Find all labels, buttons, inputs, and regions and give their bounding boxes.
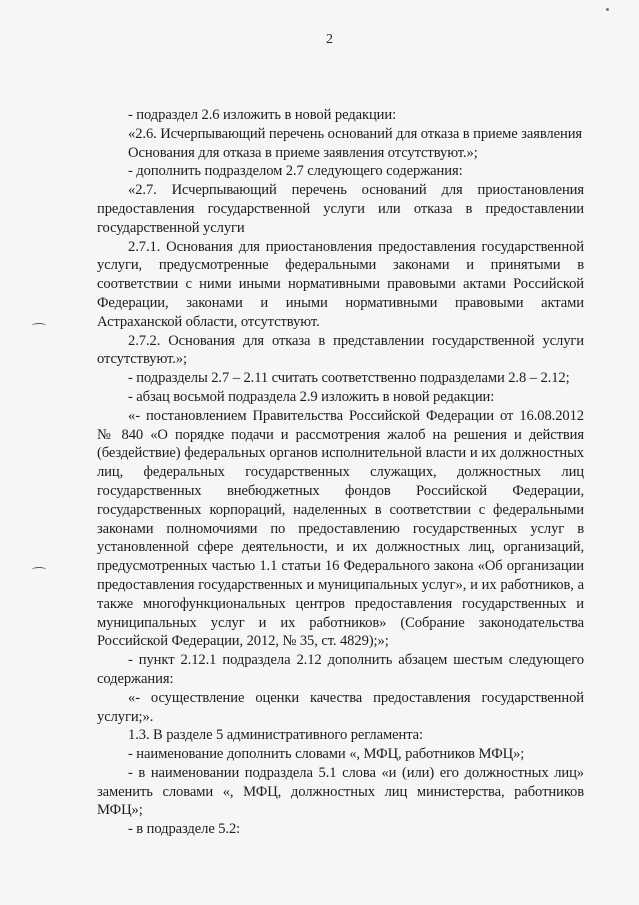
paragraph: «2.6. Исчерпывающий перечень оснований для отказа в приеме заявления xyxy=(128,125,583,142)
paragraph: - в наименовании подраздела 5.1 слова «и (или) его должностных лиц» заменить словами «, МФЦ, должностных лиц министерства, работников МФЦ»; xyxy=(97,764,584,819)
paragraph: 2.7.2. Основания для отказа в представлении государственной услуги отсутствуют.»; xyxy=(97,332,584,368)
page-number: 2 xyxy=(326,32,333,47)
paragraph: - пункт 2.12.1 подраздела 2.12 дополнить абзацем шестым следующего содержания: xyxy=(97,652,584,687)
margin-hole-mark xyxy=(32,567,46,572)
paragraph: - наименование дополнить словами «, МФЦ, работников МФЦ»; xyxy=(128,746,525,763)
paragraph: 1.3. В разделе 5 административного регламента: xyxy=(128,727,423,744)
paragraph: 2.7.1. Основания для приостановления предоставления государственной услуги, предусмотренные федеральными законами и принятыми в соответствии с ними иными нормативными правовыми актами Российской Федерации, законами и иными нормативными правовыми актами Астраханской области, отсутствуют. xyxy=(97,238,584,330)
paragraph: «- осуществление оценки качества предоставления государственной услуги;». xyxy=(97,689,584,725)
paragraph: - абзац восьмой подраздела 2.9 изложить в новой редакции: xyxy=(128,388,495,405)
paragraph: - подразделы 2.7 – 2.11 считать соответственно подразделами 2.8 – 2.12; xyxy=(128,370,570,387)
paragraph: «2.7. Исчерпывающий перечень оснований для приостановления предоставления государственной услуги или отказа в предоставлении государственной услуги xyxy=(97,182,584,236)
paragraph: - подраздел 2.6 изложить в новой редакции: xyxy=(128,107,397,123)
margin-hole-mark xyxy=(32,323,46,328)
paragraph: Основания для отказа в приеме заявления отсутствуют.»; xyxy=(128,144,478,161)
paragraph: «- постановлением Правительства Российской Федерации от 16.08.2012 № 840 «О порядке подачи и рассмотрения жалоб на решения и действия (бездействие) федеральных органов исполнительной власти и их должностных лиц, федеральных государственных служащих, должностных лиц государственных внебюджетных фондов Российской Федерации, государственных корпораций, наделенных в соответствии с федеральными законами полномочиями по предоставлению государственных услуг в установленной сфере деятельности, и их должностных лиц, организаций, предусмотренных частью 1.1 статьи 16 Федерального закона «Об организации предоставления государственных и муниципальных услуг», и их работников, а также многофункциональных центров предоставления государственных и муниципальных услуг и их работников» (Собрание законодательства Российской Федерации, 2012, № 35, ст. 4829);»; xyxy=(97,407,584,650)
paragraph: - в подразделе 5.2: xyxy=(128,821,241,838)
paragraph: - дополнить подразделом 2.7 следующего содержания: xyxy=(128,163,463,180)
document-body xyxy=(97,106,584,839)
scan-speck xyxy=(606,8,609,11)
